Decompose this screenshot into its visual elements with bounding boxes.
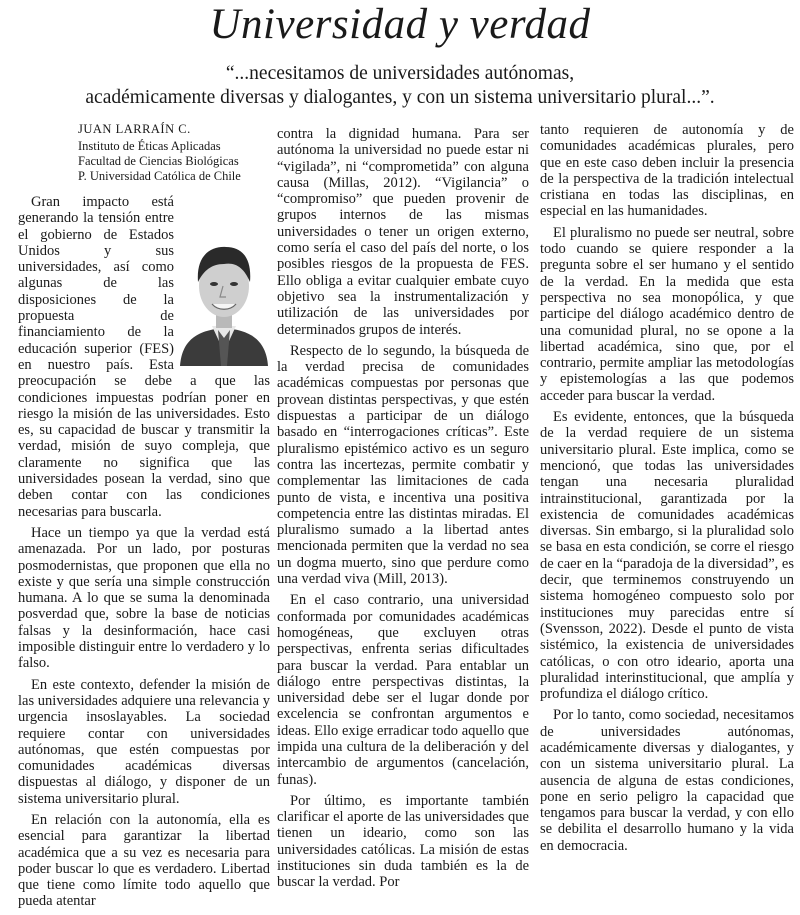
paragraph-5: Respecto de lo segundo, la búsqueda de la verdad precisa de comunidades académicas compuestas por personas que provean distintas perspectivas, y que estén dispuestas a participar de un diálogo basado en “interrogaciones críticas”. Este pluralismo epistémico activo es un seguro contra las incertezas, permite combatir y complementar las limitaciones de cada punto de vista, e incentiva una positiva competencia entre las distintas miradas. El pluralismo sumado a la libertad antes mencionada permiten que la verdad no sea un dogma muerto, sino que perdure como una verdad viva (Mill, 2013).	[277, 342, 529, 588]
paragraph-7-continued: tanto requieren de autonomía y de comunidades académicas plurales, pero que en este caso deben incluir la presencia de la perspectiva de la tradición intelectual cristiana en todas las disciplinas, en especial en las humanidades.	[540, 122, 794, 220]
byline	[78, 122, 270, 184]
paragraph-6: En el caso contrario, una universidad conformada por comunidades académicas homogéneas, que excluyen otras perspectivas, enfrenta serias dificultades para buscar la verdad. Para entablar un diálogo entre perspectivas distintas, la universidad debe ser el lugar donde por excelencia se confrontan argumentos e ideas. Ello exige erradicar todo aquello que impida una cultura de la deliberación y del intercambio de argumentos (cancelación, funas).	[277, 592, 529, 788]
paragraph-10: Por lo tanto, como sociedad, necesitamos de universidades autónomas, académicamente diversas y dialogantes, y con un sistema universitario plural. La ausencia de alguna de estas condiciones, pone en serio peligro la capacidad que tengamos para buscar la verdad, y con ello se debilita el desarrollo humano y la vida en democracia.	[540, 707, 794, 854]
column-1	[18, 122, 270, 915]
headline: Universidad y verdad	[209, 1, 591, 48]
paragraph-4-continued: contra la dignidad humana. Para ser autónoma la universidad no puede estar ni “vigilada”, ni “comprometida” con alguna causa (Millas, 2012). “Vigilancia” o “compromiso” que pueden provenir de grupos internos de las mismas universidades o tener un origen externo, como sería el caso del país del norte, o los posibles riesgos de la propuesta de FES. Ello obliga a evitar cualquier embate cuyo objetivo sea la instrumentalización y utilización de las universidades por determinados grupos de interés.	[277, 126, 529, 338]
paragraph-1: Gran impacto está generando la tensión entre el gobierno de Estados Unidos y sus universidades, así como algunas de las disposiciones de la propuesta de financiamiento de la educación superior (FES) en nuestro país. Esta preocupación se debe a que las condiciones impuestas podrían poner en riesgo la misión de las universidades. Esto es, su capacidad de buscar y transmitir la verdad, misión de suyo compleja, que claramente no significa que las universidades posean la verdad, sino que deben contar con las condiciones necesarias para buscarla.	[18, 194, 270, 520]
author-affiliation-2: Facultad de Ciencias Biológicas	[78, 154, 239, 168]
paragraph-2: Hace un tiempo ya que la verdad está amenazada. Por un lado, por posturas posmodernistas, que proponen que ella no existe y que sería una simple construcción humana. A lo que se suma la denominada posverdad que, sobre la base de noticias falsas y la desinformación, hace casi imposible distinguir entre lo verdadero y lo falso.	[18, 524, 270, 672]
pull-quote	[0, 62, 800, 110]
paragraph-8: El pluralismo no puede ser neutral, sobre todo cuando se quiere responder a la pregunta sobre el ser humano y el sentido de la verdad. En la medida que esta perspectiva no sea monopólica, y que participe del diálogo académico dentro de una comunidad plural, no se opone a la libertad académica, sino que, por el contrario, permite ampliar las metodologías y epistemologías a las que podemos acceder para buscar la verdad.	[540, 224, 794, 404]
column-3	[540, 122, 794, 859]
paragraph-9: Es evidente, entonces, que la búsqueda de la verdad requiere de un sistema universitario plural. Este implica, como se mencionó, que todas las universidades tengan una necesaria pluralidad intrainstitucional, garantizada por la existencia de comunidades académicas diversas. Sin embargo, si la pluralidad solo se basa en esta condición, se corre el riesgo de caer en la “paradoja de la diversidad”, es decir, que terminemos construyendo un sistema homogéneo compuesto solo por instituciones muy parecidas entre sí (Svensson, 2022). Desde el punto de vista sistémico, la existencia de universidades católicas, o con otro ideario, aporta una pluralidad interinstitucional, que amplía y profundiza el diálogo crítico.	[540, 409, 795, 703]
paragraph-4: En relación con la autonomía, ella es esencial para garantizar la libertad académica que a su vez es necesaria para poder buscar lo que es verdadero. Libertad que tiene como límite todo aquello que pueda atentar	[18, 811, 270, 910]
paragraph-3: En este contexto, defender la misión de las universidades adquiere una relevancia y urgencia insoslayables. La sociedad requiere contar con universidades autónomas, que estén compuestas por comunidades académicas diversas dispuestas al diálogo, y disponer de un sistema universitario plural.	[18, 676, 270, 807]
pull-quote-line-1: “...necesitamos de universidades autónomas,	[225, 63, 575, 84]
author-portrait-svg	[178, 234, 270, 366]
author-name: JUAN LARRAÍN C.	[78, 122, 191, 136]
pull-quote-line-2: académicamente diversas y dialogantes, y con un sistema universitario plural...”.	[85, 87, 715, 108]
paragraph-7: Por último, es importante también clarificar el aporte de las universidades que tienen un ideario, como son las universidades católicas. La misión de estas instituciones sin duda también es la de buscar la verdad. Por	[277, 792, 529, 891]
author-portrait-icon	[178, 234, 270, 366]
column-2	[277, 126, 529, 896]
author-affiliation-3: P. Universidad Católica de Chile	[78, 169, 241, 183]
author-affiliation-1: Instituto de Éticas Aplicadas	[78, 139, 221, 153]
